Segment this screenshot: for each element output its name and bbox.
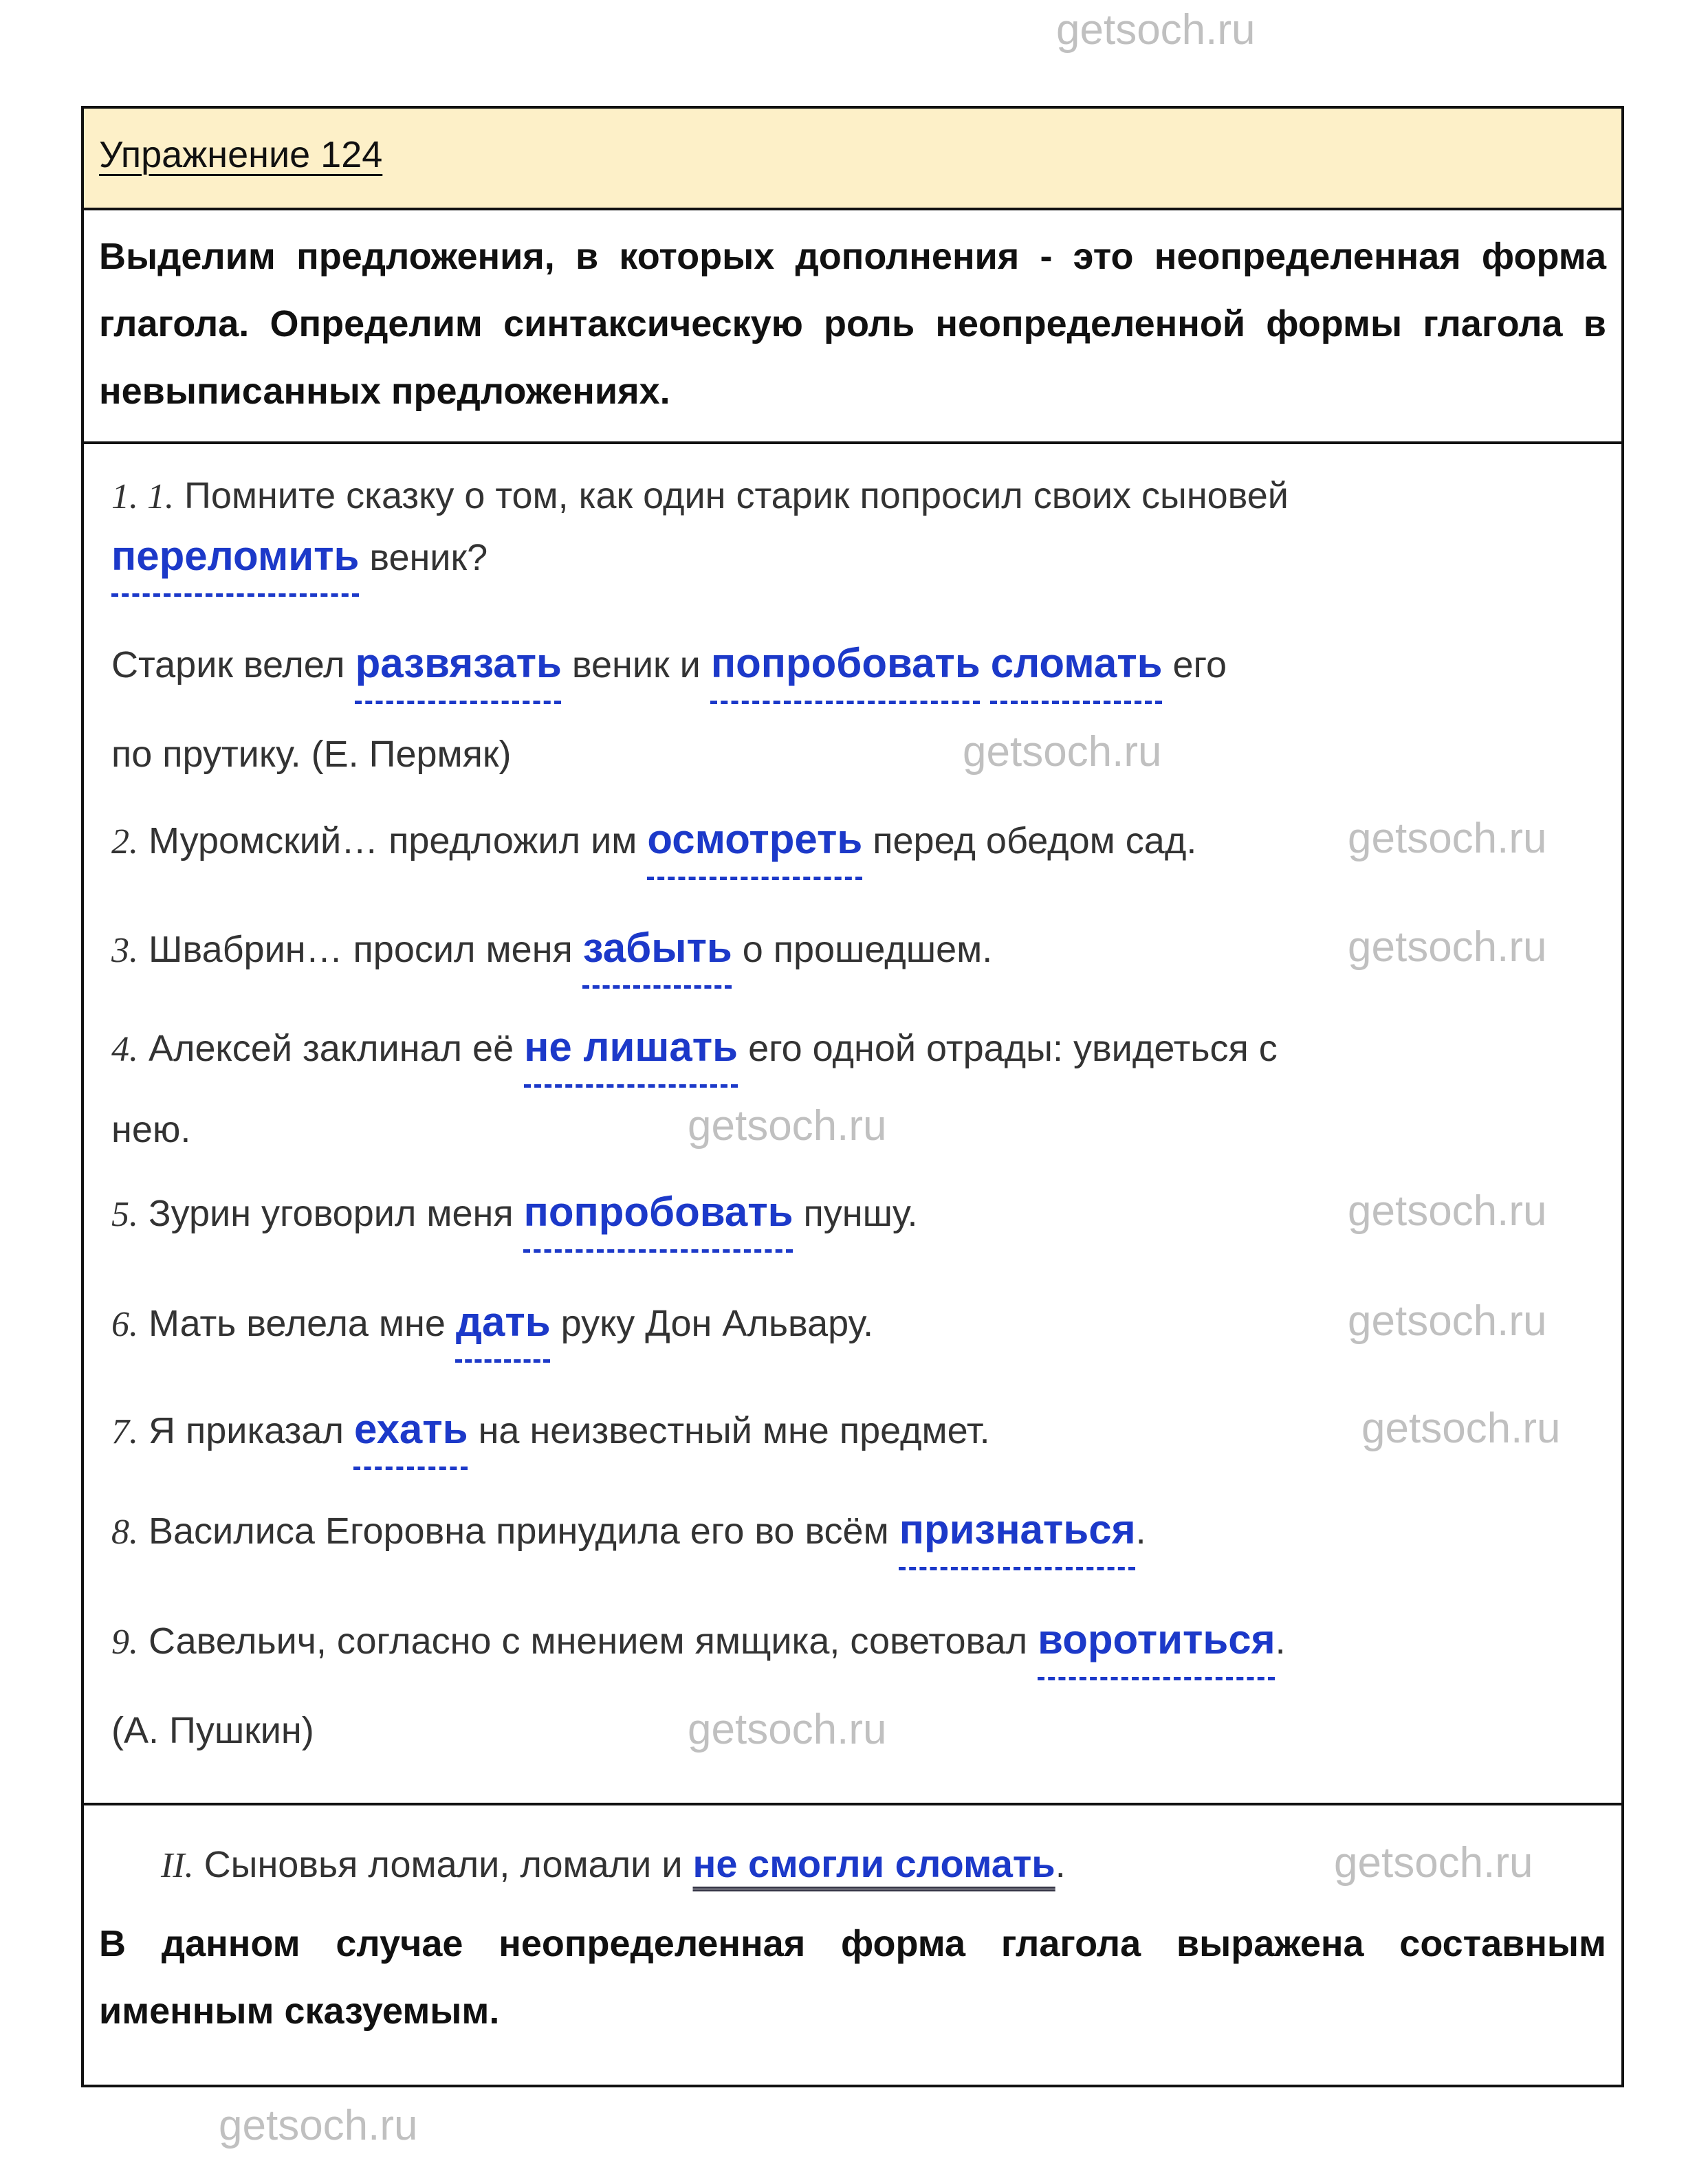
task-text: Выделим предложения, в которых дополнения - это неопределенная форма глагола. Определим синтаксическую роль неопределенной формы глагола в невыписанных предложениях. bbox=[99, 236, 1606, 412]
sentence-number: II. bbox=[161, 1846, 194, 1885]
sentence-number: 9. bbox=[111, 1623, 138, 1662]
infinitive-object: попробовать bbox=[710, 640, 981, 686]
infinitive-object: развязать bbox=[355, 640, 562, 686]
sentence-text: Помните сказку о том, как один старик попросил своих сыновей bbox=[184, 475, 1289, 516]
sentence-9 bbox=[111, 1616, 1608, 1667]
exercise-header bbox=[84, 109, 1621, 210]
sentence-number: 4. bbox=[111, 1030, 138, 1069]
watermark: getsoch.ru bbox=[1056, 6, 1256, 54]
sentence-4 bbox=[111, 1023, 1608, 1074]
sentence-text: веник и bbox=[561, 644, 711, 685]
watermark: getsoch.ru bbox=[1348, 1297, 1547, 1345]
infinitive-object: признаться bbox=[899, 1506, 1136, 1552]
watermark: getsoch.ru bbox=[688, 1102, 887, 1150]
sentence-text: . bbox=[1275, 1621, 1286, 1662]
watermark: getsoch.ru bbox=[688, 1706, 887, 1753]
sentence-text: его одной отрады: увидеться с bbox=[738, 1028, 1278, 1069]
infinitive-object: ехать bbox=[353, 1406, 468, 1452]
sentence-1 bbox=[111, 472, 1608, 521]
sentence-text: о прошедшем. bbox=[732, 929, 993, 970]
sentence-text: Зурин уговорил меня bbox=[138, 1193, 524, 1234]
infinitive-object: дать bbox=[455, 1299, 551, 1345]
sentence-text: (А. Пушкин) bbox=[111, 1710, 314, 1751]
infinitive-object: не лишать bbox=[524, 1024, 738, 1070]
watermark: getsoch.ru bbox=[219, 2102, 418, 2149]
infinitive-object: воротиться bbox=[1038, 1616, 1275, 1662]
sentence-number: 2. bbox=[111, 822, 138, 861]
infinitive-object: забыть bbox=[582, 925, 732, 971]
sentence-text: перед обедом сад. bbox=[862, 820, 1197, 861]
sentence-text: по прутику. (Е. Пермяк) bbox=[111, 734, 512, 775]
sentence-text: Я приказал bbox=[138, 1410, 354, 1451]
sentence-1b-cont bbox=[111, 730, 1608, 778]
sentence-1-cont bbox=[111, 532, 1608, 582]
sentence-text: нею. bbox=[111, 1109, 191, 1150]
task-section bbox=[84, 210, 1621, 444]
infinitive-object: попробовать bbox=[523, 1189, 793, 1235]
watermark: getsoch.ru bbox=[1348, 1187, 1547, 1235]
sentence-text: . bbox=[1135, 1511, 1146, 1552]
exercise-table bbox=[81, 106, 1624, 2087]
sentence-number: 7. bbox=[111, 1412, 138, 1451]
infinitive-object: сломать bbox=[990, 640, 1163, 686]
sentence-text: Мать велела мне bbox=[138, 1303, 456, 1344]
sentence-1b bbox=[111, 639, 1608, 689]
sentence-text: Швабрин… просил меня bbox=[138, 929, 583, 970]
sentence-number: 3. bbox=[111, 931, 138, 970]
sentence-text: Сыновья ломали, ломали и bbox=[193, 1844, 693, 1885]
exercise-title: Упражнение 124 bbox=[99, 134, 383, 175]
sentence-number: 8. bbox=[111, 1513, 138, 1552]
sentence-text: его bbox=[1162, 644, 1227, 685]
sentence-number: 6. bbox=[111, 1305, 138, 1344]
sentence-text: Муромский… предложил им bbox=[138, 820, 648, 861]
sentence-8 bbox=[111, 1506, 1608, 1557]
conclusion-text: В данном случае неопределенная форма глагола выражена составным именным сказуемым. bbox=[99, 1923, 1606, 2032]
sentence-text: руку Дон Альвару. bbox=[550, 1303, 874, 1344]
infinitive-object: осмотреть bbox=[647, 816, 863, 862]
sentence-number: 5. bbox=[111, 1195, 138, 1234]
sentence-text: пуншу. bbox=[793, 1193, 918, 1234]
watermark: getsoch.ru bbox=[1348, 815, 1547, 862]
sentence-text: Василиса Егоровна принудила его во всём bbox=[138, 1511, 899, 1552]
sentence-text: Савельич, согласно с мнением ямщика, советовал bbox=[138, 1621, 1038, 1662]
sentence-text: на неизвестный мне предмет. bbox=[468, 1410, 990, 1451]
watermark: getsoch.ru bbox=[1334, 1839, 1533, 1887]
infinitive-object: переломить bbox=[111, 533, 360, 579]
sentence-text: Старик велел bbox=[111, 644, 355, 685]
sentence-text: Алексей заклинал её bbox=[138, 1028, 525, 1069]
predicate: не смогли сломать bbox=[692, 1842, 1055, 1885]
watermark: getsoch.ru bbox=[1348, 923, 1547, 971]
sentence-number: 1. 1. bbox=[111, 477, 174, 516]
watermark: getsoch.ru bbox=[1361, 1405, 1561, 1452]
sentence-text: веник? bbox=[359, 537, 488, 578]
watermark: getsoch.ru bbox=[963, 728, 1162, 776]
sentence-text: . bbox=[1055, 1844, 1066, 1885]
